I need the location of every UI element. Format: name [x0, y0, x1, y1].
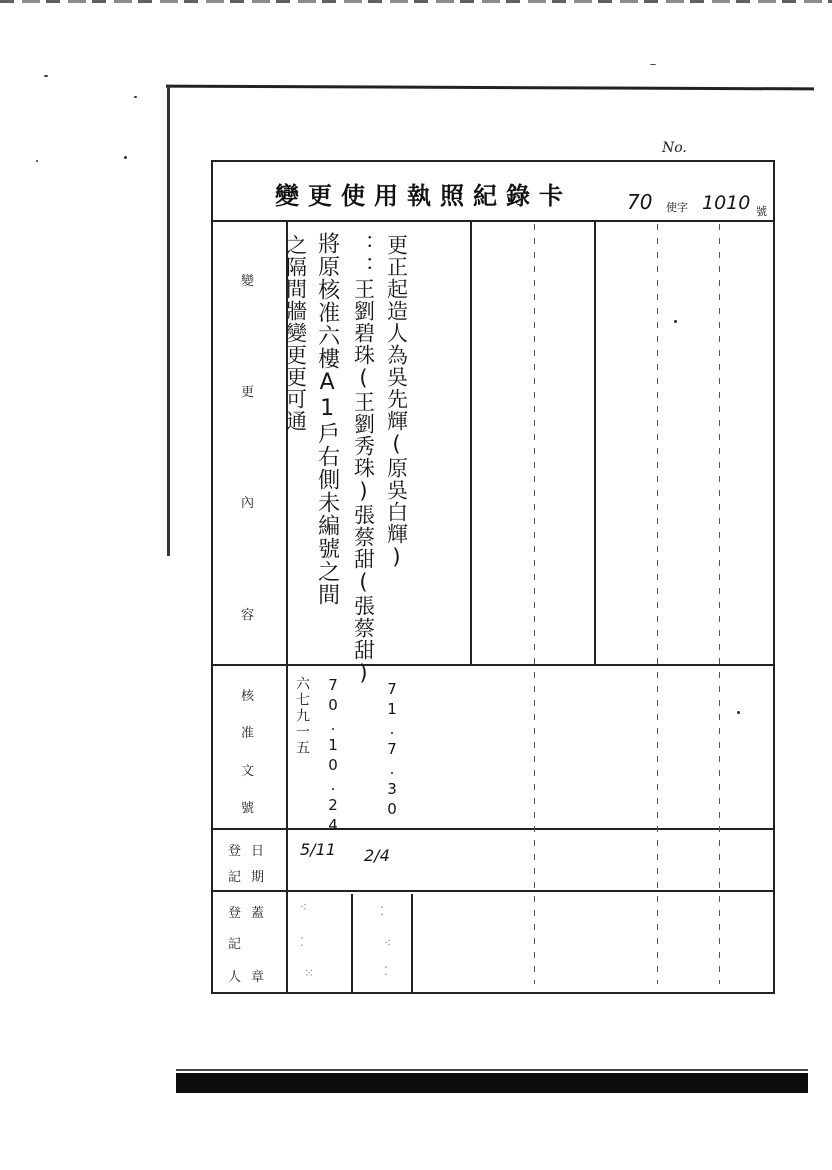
change-line-3: 將原核准六樓A1戶右側未編號之間	[314, 232, 340, 606]
permit-hao-suffix: 號	[756, 205, 767, 218]
scan-top-noise	[0, 0, 832, 3]
faint-rule	[719, 224, 720, 984]
change-line-2: ：：王劉碧珠(王劉秀珠)張蔡甜(張蔡甜)	[351, 234, 376, 686]
column-divider	[594, 220, 596, 664]
label-approval-1: 核	[241, 689, 255, 704]
approval-number-1: 六七九一五	[294, 676, 310, 756]
label-content-3: 內	[241, 496, 255, 511]
approval-divider	[213, 828, 773, 830]
label-content-4: 容	[241, 608, 255, 623]
label-registrar-2: 記	[228, 937, 242, 952]
scan-speck	[134, 96, 137, 98]
label-register-date-bottom: 記期	[228, 870, 275, 885]
bottom-edge-line	[176, 1069, 808, 1071]
faint-rule	[534, 224, 535, 984]
content-divider	[213, 664, 773, 666]
label-registrar-1: 登蓋	[228, 906, 275, 921]
date-divider	[213, 890, 773, 892]
scan-speck	[124, 156, 127, 159]
register-date-1: 5/11	[300, 840, 336, 859]
faint-stamp-mark: ⁖	[300, 900, 308, 914]
column-divider	[351, 894, 353, 992]
label-register-date-top: 登日	[228, 844, 275, 859]
card-number: 70	[627, 190, 653, 214]
label-registrar-3: 人章	[228, 970, 275, 985]
faint-stamp-mark: ⁖	[384, 936, 392, 950]
column-divider	[470, 220, 472, 664]
label-approval-3: 文	[241, 764, 255, 779]
faint-stamp-mark: ⁚	[384, 964, 388, 978]
faint-stamp-mark: ⁚	[300, 935, 304, 949]
permit-label: 使字	[666, 201, 688, 214]
page-frame-left-edge	[167, 86, 170, 556]
register-date-2: 2/4	[364, 846, 390, 865]
page-frame-top-edge	[166, 85, 814, 91]
label-approval-4: 號	[241, 801, 255, 816]
column-divider	[411, 894, 413, 992]
scan-speck	[650, 64, 656, 65]
label-content-1: 變	[241, 274, 255, 289]
faint-stamp-mark: ⁙	[304, 966, 315, 980]
change-line-1: 更正起造人為吳先輝(原吳白輝)	[384, 234, 409, 570]
title-divider	[213, 220, 773, 222]
bottom-black-band	[176, 1073, 808, 1093]
approval-date-2: 70.10.24	[324, 676, 342, 836]
label-content-2: 更	[241, 385, 255, 400]
scan-speck	[44, 75, 48, 77]
permit-number: 1010	[702, 192, 751, 214]
no-mark: No.	[662, 140, 687, 156]
label-approval-2: 准	[241, 726, 255, 741]
card-title: 變更使用執照紀錄卡	[275, 181, 572, 210]
change-line-4: 之隔間牆變更更可通	[283, 234, 308, 432]
faint-stamp-mark: ⁚	[380, 904, 384, 918]
approval-date-3: 71.7.30	[383, 680, 401, 820]
scan-speck	[36, 160, 38, 162]
faint-rule	[657, 224, 658, 984]
